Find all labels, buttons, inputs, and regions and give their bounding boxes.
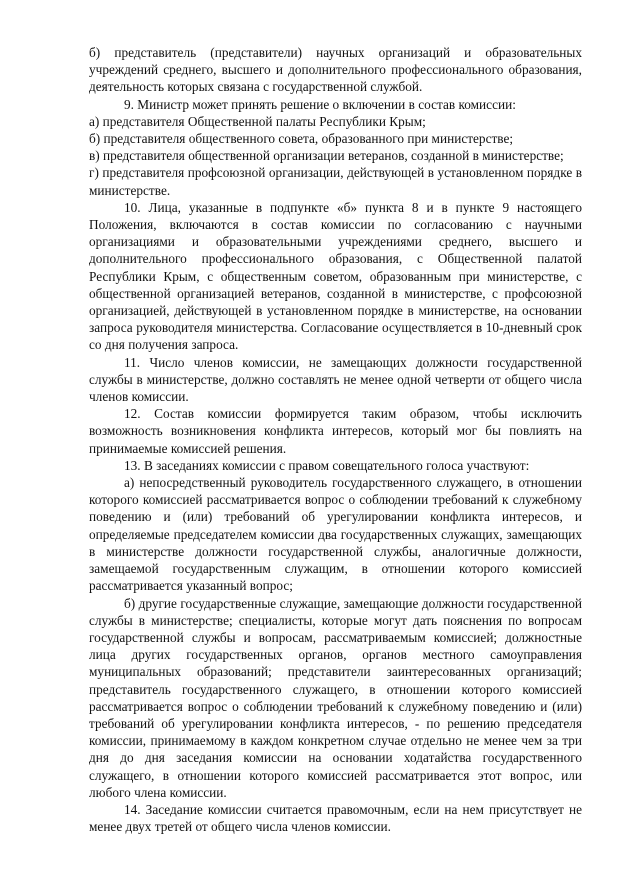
paragraph-11: 11. Число членов комиссии, не замещающих должности государственной службы в министерстве, должно составлять не менее одной четверти от общего числа членов комиссии.: [89, 354, 582, 405]
paragraph-9: 9. Министр может принять решение о включении в состав комиссии:: [124, 96, 516, 112]
paragraph-13: 13. В заседаниях комиссии с правом совещательного голоса участвуют:: [124, 457, 530, 473]
paragraph-10: 10. Лица, указанные в подпункте «б» пункта 8 и в пункте 9 настоящего Положения, включаются в состав комиссии по согласованию с научными организациями и образовательными учреждениями среднего, высшего и дополнительного профессионального образования, с Общественной палатой Республики Крым, с общественным советом, образованным при министерстве, с общественной организацией ветеранов, созданной в министерстве, с профсоюзной организацией, действующей в установленном порядке в министерстве, на основании запроса руководителя министерства. Согласование осуществляется в 10-дневный срок со дня получения запроса.: [89, 199, 582, 353]
document-body: [89, 44, 582, 835]
paragraph-13b: б) другие государственные служащие, замещающие должности государственной службы в министерстве; специалисты, которые могут дать пояснения по вопросам государственной службы и вопросам, рассматриваемым комиссией; должностные лица других государственных органов, органов местного самоуправления муниципальных образований; представители заинтересованных организаций; представитель государственного служащего, в отношении которого комиссией рассматривается вопрос о соблюдении требований к служебному поведению и (или) требований об урегулировании конфликта интересов, - по решению председателя комиссии, принимаемому в каждом конкретном случае отдельно не менее чем за три дня до дня заседания комиссии на основании ходатайства государственного служащего, в отношении которого комиссией рассматривается этот вопрос, или любого члена комиссии.: [89, 595, 582, 800]
paragraph-9a: а) представителя Общественной палаты Республики Крым;: [89, 113, 426, 129]
paragraph-13a: а) непосредственный руководитель государственного служащего, в отношении которого комиссией рассматривается вопрос о соблюдении требований к служебному поведению и (или) требований об урегулировании конфликта интересов, и определяемые председателем комиссии два государственных служащих, замещающих в министерстве должности государственной службы, аналогичные должности, замещаемой государственным служащим, в отношении которого комиссией рассматривается указанный вопрос;: [89, 475, 582, 594]
paragraph-9b: б) представителя общественного совета, образованного при министерстве;: [89, 131, 514, 147]
paragraph-8b: б) представитель (представители) научных организаций и образовательных учреждений среднего, высшего и дополнительного профессионального образования, деятельность которых связана с государственной службой.: [89, 45, 582, 95]
paragraph-9g: г) представителя профсоюзной организации, действующей в установленном порядке в министерстве.: [89, 165, 582, 198]
paragraph-14: 14. Заседание комиссии считается правомочным, если на нем присутствует не менее двух третей от общего числа членов комиссии.: [89, 801, 582, 835]
paragraph-9v: в) представителя общественной организации ветеранов, созданной в министерстве;: [89, 148, 564, 164]
paragraph-12: 12. Состав комиссии формируется таким образом, чтобы исключить возможность возникновения конфликта интересов, который мог бы повлиять на принимаемые комиссией решения.: [89, 406, 582, 456]
